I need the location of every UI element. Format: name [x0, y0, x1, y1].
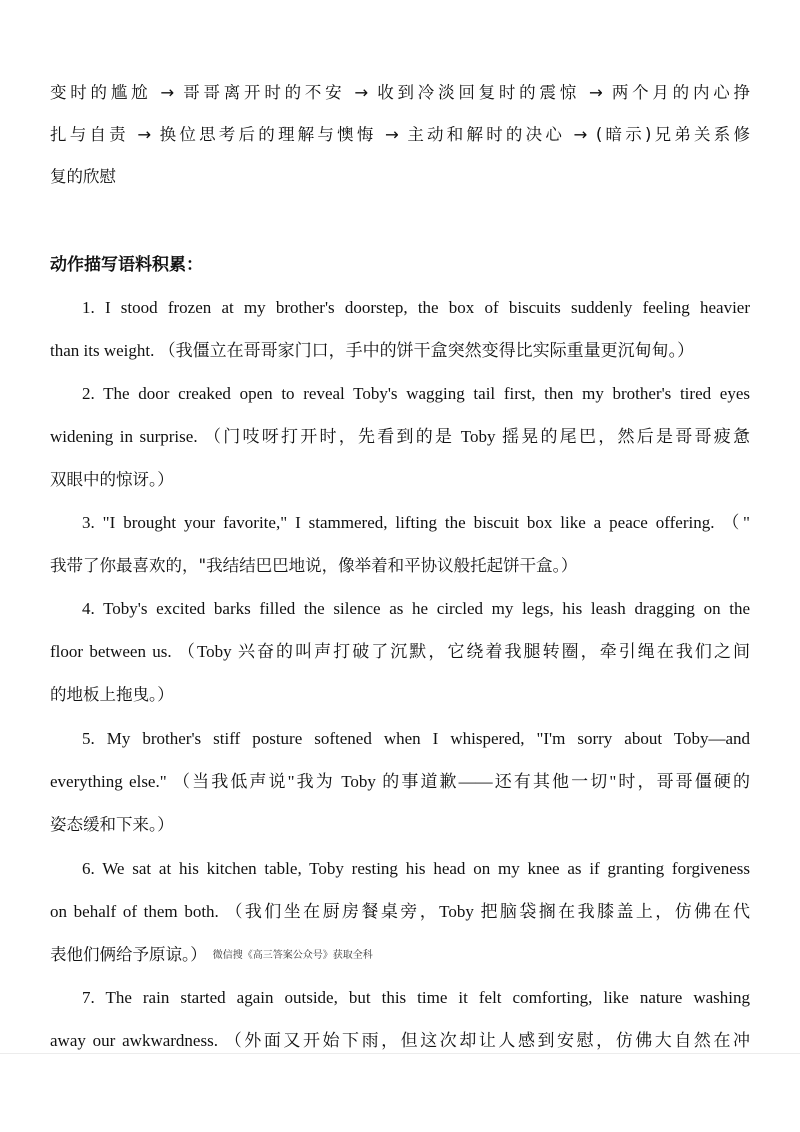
item-2-line-3: 双眼中的惊讶。） [50, 470, 174, 489]
item-6-line-3-text: 表他们俩给予原谅。） [50, 945, 207, 964]
emotion-chain-line-2: 扎与自责 → 换位思考后的理解与懊悔 → 主动和解时的决心 → (暗示)兄弟关系修 [50, 125, 750, 144]
item-6-line-3 [50, 944, 750, 967]
item-5-line-1: 5. My brother's stiff posture softened when I whispered, "I'm sorry about Toby—and [82, 729, 750, 748]
item-2-line-2: widening in surprise. （门吱呀打开时，先看到的是 Toby 摇晃的尾巴，然后是哥哥疲惫 [50, 427, 750, 446]
item-5-line-2: everything else." （当我低声说"我为 Toby 的事道歉——还有其他一切"时，哥哥僵硬的 [50, 772, 750, 791]
item-4-line-2: floor between us. （Toby 兴奋的叫声打破了沉默，它绕着我腿转圈，牵引绳在我们之间 [50, 642, 750, 661]
watermark-note: 微信搜《高三答案公众号》获取全科 [212, 950, 373, 961]
item-1-line-2: than its weight. （我僵立在哥哥家门口，手中的饼干盒突然变得比实际重量更沉甸甸。） [50, 341, 695, 360]
item-3-line-1: 3. "I brought your favorite," I stammered, lifting the biscuit box like a peace offering. （" [82, 513, 750, 532]
item-3-line-2: 我带了你最喜欢的，"我结结巴巴地说，像举着和平协议般托起饼干盒。） [50, 556, 578, 575]
emotion-chain-line-1: 变时的尴尬 → 哥哥离开时的不安 → 收到冷淡回复时的震惊 → 两个月的内心挣 [50, 83, 750, 102]
item-7-line-2: away our awkwardness. （外面又开始下雨，但这次却让人感到安慰，仿佛大自然在冲 [50, 1031, 750, 1050]
emotion-chain-line-3: 复的欣慰 [50, 167, 116, 186]
item-1-line-1: 1. I stood frozen at my brother's doorstep, the box of biscuits suddenly feeling heavier [82, 298, 750, 317]
item-6-line-2: on behalf of them both. （我们坐在厨房餐桌旁，Toby 把脑袋搁在我膝盖上，仿佛在代 [50, 902, 750, 921]
item-4-line-3: 的地板上拖曳。） [50, 685, 174, 704]
page-bottom-divider [0, 1053, 800, 1054]
item-7-line-1: 7. The rain started again outside, but this time it felt comforting, like nature washing [82, 988, 750, 1007]
section-heading: 动作描写语料积累： [50, 255, 203, 275]
item-2-line-1: 2. The door creaked open to reveal Toby's wagging tail first, then my brother's tired eyes [82, 384, 750, 403]
item-4-line-1: 4. Toby's excited barks filled the silence as he circled my legs, his leash dragging on the [82, 599, 750, 618]
item-6-line-1: 6. We sat at his kitchen table, Toby resting his head on my knee as if granting forgiveness [82, 859, 750, 878]
item-5-line-3: 姿态缓和下来。） [50, 815, 174, 834]
